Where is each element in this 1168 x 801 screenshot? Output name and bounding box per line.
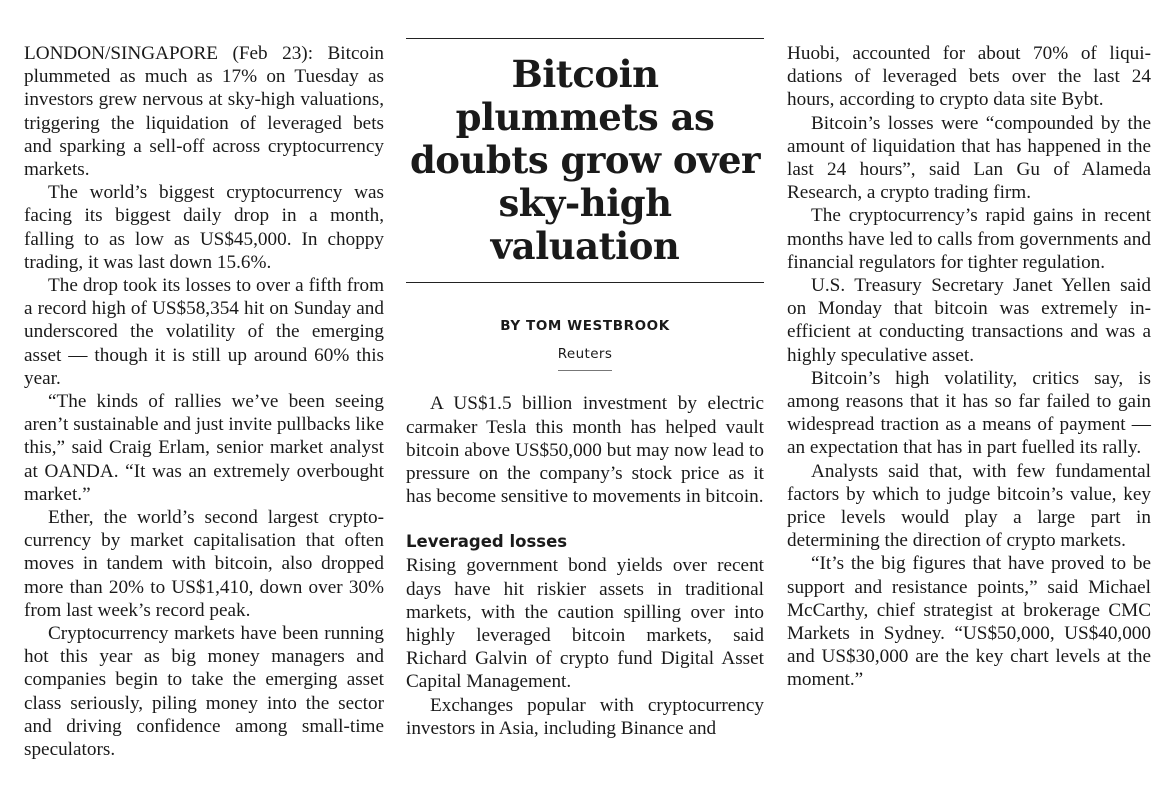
body-paragraph: Cryptocurrency markets have been running hot this year as big money managers and companies begin to take the emerging asset class seriously, piling money into the sector and driving confidence among small-time speculators. [24,623,384,761]
body-paragraph: U.S. Treasury Secretary Janet Yellen said on Monday that bitcoin was extremely inefficient at conducting transactions and was a highly speculative asset. [787,275,1151,366]
body-paragraph: Analysts said that, with few fundamental factors by which to judge bitcoin’s value, key price levels would play a large part in determining the direction of crypto markets. [787,460,1151,552]
body-paragraph: “It’s the big figures that have proved to be support and resistance points,” said Michael McCarthy, chief strategist at brokerage CMC Markets in Sydney. “US$50,000, US$40,000 and US$30,000 are the key chart levels at the moment.” [787,553,1151,691]
body-paragraph: “The kinds of rallies we’ve been seeing aren’t sustainable and just invite pullbacks like this,” said Craig Erlam, senior market analyst at OANDA. “It was an extremely overbought market.” [24,391,384,505]
headline: Bitcoin plummets as doubts grow over sky-high valuation [409,52,761,268]
body-paragraph: The drop took its losses to over a fifth from a record high of US$58,354 hit on Sunday and underscored the volatility of the emerging asset — though it is still up around 60% this year. [24,275,384,389]
subheading: Leveraged losses [406,532,568,552]
body-paragraph: Bitcoin’s losses were “compounded by the amount of liquidation that has happened in the last 24 hours”, said Lan Gu of Alameda Research, a crypto trading firm. [787,112,1151,204]
news-agency [406,341,764,371]
middle-column [406,38,764,740]
body-paragraph: A US$1.5 billion investment by electric carmaker Tesla this month has helped vault bitcoin above US$50,000 but may now lead to pressure on the company’s stock price as it has become sensitive to movements in bitcoin. [406,393,764,508]
body-paragraph: The cryptocurrency’s rapid gains in recent months have led to calls from governments and financial regulators for tighter regulation. [787,205,1151,273]
body-paragraph: LONDON/SINGAPORE (Feb 23): Bitcoin plummeted as much as 17% on Tuesday as investors grew nervous at sky-high valuations, triggering the liquidation of leveraged bets and sparking a sell-off across cryptocurrency markets. [24,43,384,181]
body-paragraph: Rising government bond yields over recent days have hit riskier assets in traditional markets, with the caution spilling over into highly leveraged bitcoin markets, said Richard Galvin of crypto fund Digital Asset Capital Management. [406,555,764,693]
headline-bottom-rule [406,282,764,283]
body-paragraph: The world’s biggest cryptocurrency was facing its biggest daily drop in a month, falling to as low as US$45,000. In choppy trading, it was last down 15.6%. [24,182,384,273]
middle-body [406,392,764,740]
right-column [787,42,1151,692]
body-paragraph: Huobi, accounted for about 70% of liquidations of leveraged bets over the last 24 hours, according to crypto data site Bybt. [787,43,1151,111]
body-paragraph: Exchanges popular with cryptocurrency investors in Asia, including Binance and [406,694,764,739]
body-paragraph: Ether, the world’s second largest cryptocurrency by market capitalisation that often moves in tandem with bitcoin, also dropped more than 20% to US$1,410, down over 30% from last week’s record peak. [24,507,384,621]
left-column [24,42,384,761]
body-paragraph: Bitcoin’s high volatility, critics say, is among reasons that it has so far failed to gain widespread traction as a means of payment — an expectation that has in part fuelled its rally. [787,367,1151,459]
byline: BY TOM WESTBROOK [500,318,670,334]
news-agency-label: Reuters [558,343,613,371]
